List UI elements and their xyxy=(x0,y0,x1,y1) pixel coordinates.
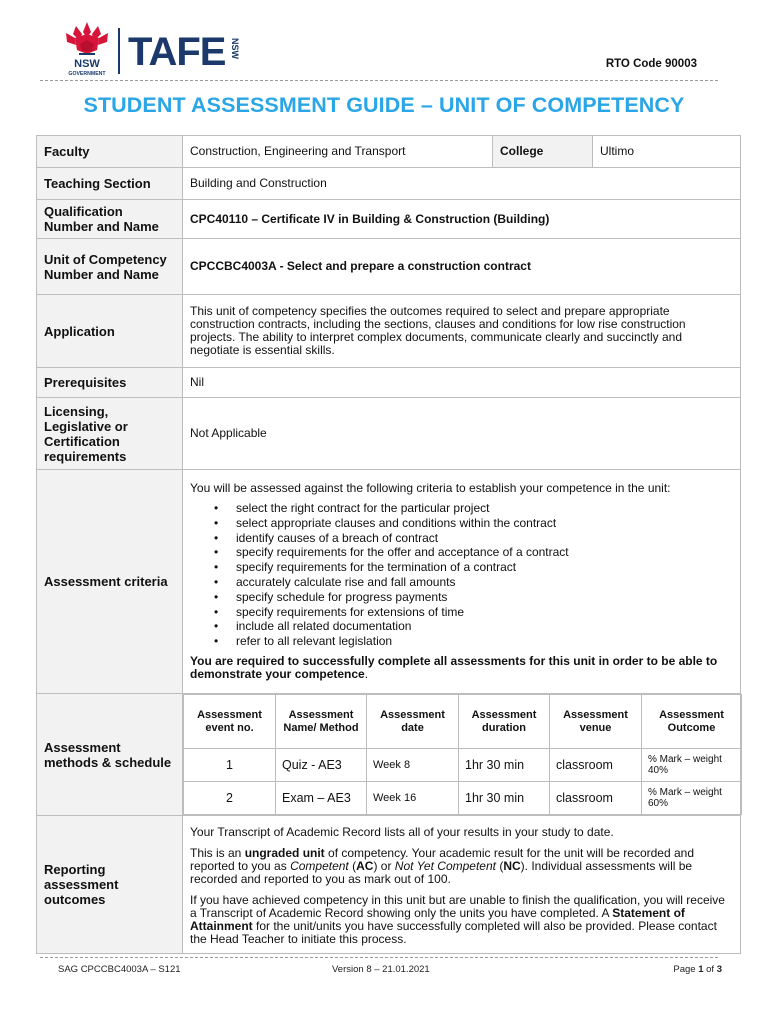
nsw-logo-text: NSW xyxy=(74,58,100,70)
reporting-paragraph-2 xyxy=(190,847,733,886)
page-of: of xyxy=(703,964,717,975)
list-item: • include all related documentation xyxy=(214,619,733,634)
event-no: 1 xyxy=(184,749,276,782)
event-name: Exam – AE3 xyxy=(276,782,367,815)
application-row xyxy=(37,295,741,368)
schedule-header: Assessment date xyxy=(367,695,459,749)
tafe-logo-nsw: NSW xyxy=(230,38,240,59)
application-value: This unit of competency specifies the outcomes required to select and prepare appropriate construction contracts, including the sections, clauses and conditions for low rise construction projects. The ability to interpret complex documents, communicate clearly and succinctly and negotiate is essential skills. xyxy=(183,295,741,368)
faculty-row xyxy=(37,136,741,168)
footer-version: Version 8 – 21.01.2021 xyxy=(332,964,430,975)
teaching-section-row xyxy=(37,168,741,200)
schedule-header-row xyxy=(184,695,742,749)
page-prefix: Page xyxy=(673,964,699,975)
reporting-label: Reporting assessment outcomes xyxy=(37,816,183,954)
reporting-cell xyxy=(183,816,741,954)
criteria-list xyxy=(214,501,733,649)
methods-label: Assessment methods & schedule xyxy=(37,694,183,816)
schedule-header: Assessment event no. xyxy=(184,695,276,749)
text-run: This is an xyxy=(190,845,245,860)
criteria-label: Assessment criteria xyxy=(37,470,183,694)
reporting-paragraph-1: Your Transcript of Academic Record lists all of your results in your study to date. xyxy=(190,824,614,839)
schedule-header: Assessment venue xyxy=(550,695,642,749)
qualification-label: Qualification Number and Name xyxy=(37,200,183,239)
application-label: Application xyxy=(37,295,183,368)
prerequisites-row xyxy=(37,368,741,398)
text-run: of competency. Your academic result for the unit will be recorded and reported to you as xyxy=(190,845,695,873)
list-item: • accurately calculate rise and fall amounts xyxy=(214,575,733,590)
licensing-row xyxy=(37,398,741,470)
prerequisites-value: Nil xyxy=(183,368,741,398)
unit-value: CPCCBC4003A - Select and prepare a construction contract xyxy=(183,239,741,295)
schedule-header: Assessment Outcome xyxy=(642,695,742,749)
list-item: • specify requirements for the termination of a contract xyxy=(214,560,733,575)
methods-cell xyxy=(183,694,741,816)
faculty-value: Construction, Engineering and Transport xyxy=(183,136,493,168)
rto-code: RTO Code 90003 xyxy=(605,58,697,70)
qualification-row xyxy=(37,200,741,239)
text-run-bold: AC xyxy=(356,858,374,873)
text-run-bold: Statement of Attainment xyxy=(190,905,685,933)
nsw-government-waratah-logo-icon xyxy=(58,20,116,78)
criteria-closing xyxy=(190,655,733,681)
list-item: • select appropriate clauses and conditions within the contract xyxy=(214,516,733,531)
event-duration: 1hr 30 min xyxy=(459,782,550,815)
text-run-bold: NC xyxy=(503,858,521,873)
footer-page-number xyxy=(673,964,722,975)
page-total: 3 xyxy=(716,964,722,975)
text-run-bold: ungraded unit xyxy=(244,845,325,860)
reporting-row xyxy=(37,816,741,954)
list-item: • specify requirements for the offer and acceptance of a contract xyxy=(214,545,733,560)
schedule-table xyxy=(183,694,742,815)
list-item: • specify schedule for progress payments xyxy=(214,590,733,605)
college-value: Ultimo xyxy=(593,136,741,168)
event-no: 2 xyxy=(184,782,276,815)
schedule-header: Assessment duration xyxy=(459,695,550,749)
text-run: ) or xyxy=(373,858,395,873)
page-title: STUDENT ASSESSMENT GUIDE – UNIT OF COMPETENCY xyxy=(83,93,685,117)
teaching-section-value: Building and Construction xyxy=(183,168,741,200)
reporting-paragraph-3 xyxy=(190,894,733,946)
licensing-value: Not Applicable xyxy=(183,398,741,470)
methods-row xyxy=(37,694,741,816)
qualification-value: CPC40110 – Certificate IV in Building & Construction (Building) xyxy=(183,200,741,239)
prerequisites-label: Prerequisites xyxy=(37,368,183,398)
text-run-italic: Competent xyxy=(290,858,349,873)
event-outcome: % Mark – weight 40% xyxy=(642,749,742,782)
footer-divider xyxy=(40,957,718,958)
event-venue: classroom xyxy=(550,749,642,782)
text-run: If you have achieved competency in this unit but are unable to finish the qualification, you will receive a Transcript of Academic Record showing only the units you have completed. A xyxy=(190,892,725,920)
criteria-cell xyxy=(183,470,741,694)
schedule-header: Assessment Name/ Method xyxy=(276,695,367,749)
event-date: Week 16 xyxy=(367,782,459,815)
text-run: ). Individual assessments will be recorded and reported to you as mark out of 100. xyxy=(190,858,693,886)
criteria-closing-period: . xyxy=(364,666,369,681)
list-item: • specify requirements for extensions of time xyxy=(214,605,733,620)
licensing-label: Licensing, Legislative or Certification requirements xyxy=(37,398,183,470)
criteria-row xyxy=(37,470,741,694)
college-label: College xyxy=(493,136,593,168)
table-row xyxy=(184,782,742,815)
event-name: Quiz - AE3 xyxy=(276,749,367,782)
event-venue: classroom xyxy=(550,782,642,815)
text-run: ( xyxy=(348,858,357,873)
document-header xyxy=(0,0,768,86)
faculty-label: Faculty xyxy=(37,136,183,168)
tafe-logo-text: TAFE xyxy=(128,30,226,74)
list-item: • select the right contract for the particular project xyxy=(214,501,733,516)
assessment-guide-table xyxy=(36,135,741,954)
event-date: Week 8 xyxy=(367,749,459,782)
header-divider xyxy=(40,80,718,81)
teaching-section-label: Teaching Section xyxy=(37,168,183,200)
table-row xyxy=(184,749,742,782)
criteria-intro: You will be assessed against the following criteria to establish your competence in the unit: xyxy=(190,481,671,496)
event-outcome: % Mark – weight 60% xyxy=(642,782,742,815)
unit-label: Unit of Competency Number and Name xyxy=(37,239,183,295)
criteria-closing-text: You are required to successfully complete all assessments for this unit in order to be able to demonstrate your competence xyxy=(190,653,718,681)
nsw-logo-government: GOVERNMENT xyxy=(68,71,106,77)
unit-row xyxy=(37,239,741,295)
list-item: • refer to all relevant legislation xyxy=(214,634,733,649)
list-item: • identify causes of a breach of contract xyxy=(214,531,733,546)
text-run: ( xyxy=(495,858,504,873)
page-num: 1 xyxy=(698,964,704,975)
event-duration: 1hr 30 min xyxy=(459,749,550,782)
logo-separator xyxy=(118,28,120,74)
footer-doc-code: SAG CPCCBC4003A – S121 xyxy=(58,964,181,975)
text-run-italic: Not Yet Competent xyxy=(394,858,496,873)
text-run: for the unit/units you have successfully completed will also be provided. Please contact the Head Teacher to initiate this process. xyxy=(190,918,717,946)
